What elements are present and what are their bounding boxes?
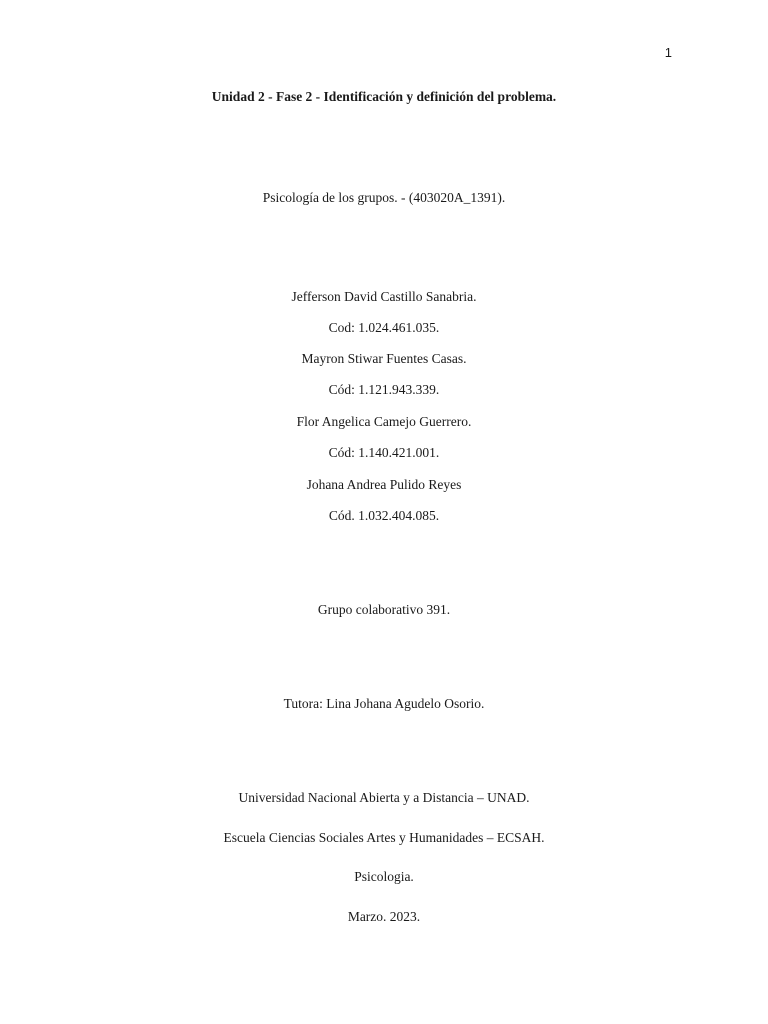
document-title: Unidad 2 - Fase 2 - Identificación y definición del problema. — [211, 89, 557, 104]
author-code-3: Cód: 1.140.421.001. — [328, 445, 440, 460]
document-date: Marzo. 2023. — [347, 909, 421, 924]
author-code-4: Cód. 1.032.404.085. — [328, 508, 440, 523]
author-name-4: Johana Andrea Pulido Reyes — [306, 477, 462, 492]
program-name: Psicologia. — [354, 869, 414, 884]
author-code-2: Cód: 1.121.943.339. — [328, 382, 440, 397]
author-name-1: Jefferson David Castillo Sanabria. — [291, 289, 477, 304]
tutor-name: Tutora: Lina Johana Agudelo Osorio. — [283, 696, 485, 711]
group-name: Grupo colaborativo 391. — [317, 602, 451, 617]
school-name: Escuela Ciencias Sociales Artes y Humanidades – ECSAH. — [223, 830, 545, 845]
page-number: 1 — [664, 45, 672, 60]
author-code-1: Cod: 1.024.461.035. — [328, 320, 440, 335]
author-name-2: Mayron Stiwar Fuentes Casas. — [301, 351, 467, 366]
university-name: Universidad Nacional Abierta y a Distancia – UNAD. — [238, 790, 530, 805]
author-name-3: Flor Angelica Camejo Guerrero. — [296, 414, 472, 429]
course-name: Psicología de los grupos. - (403020A_1391). — [262, 190, 506, 205]
